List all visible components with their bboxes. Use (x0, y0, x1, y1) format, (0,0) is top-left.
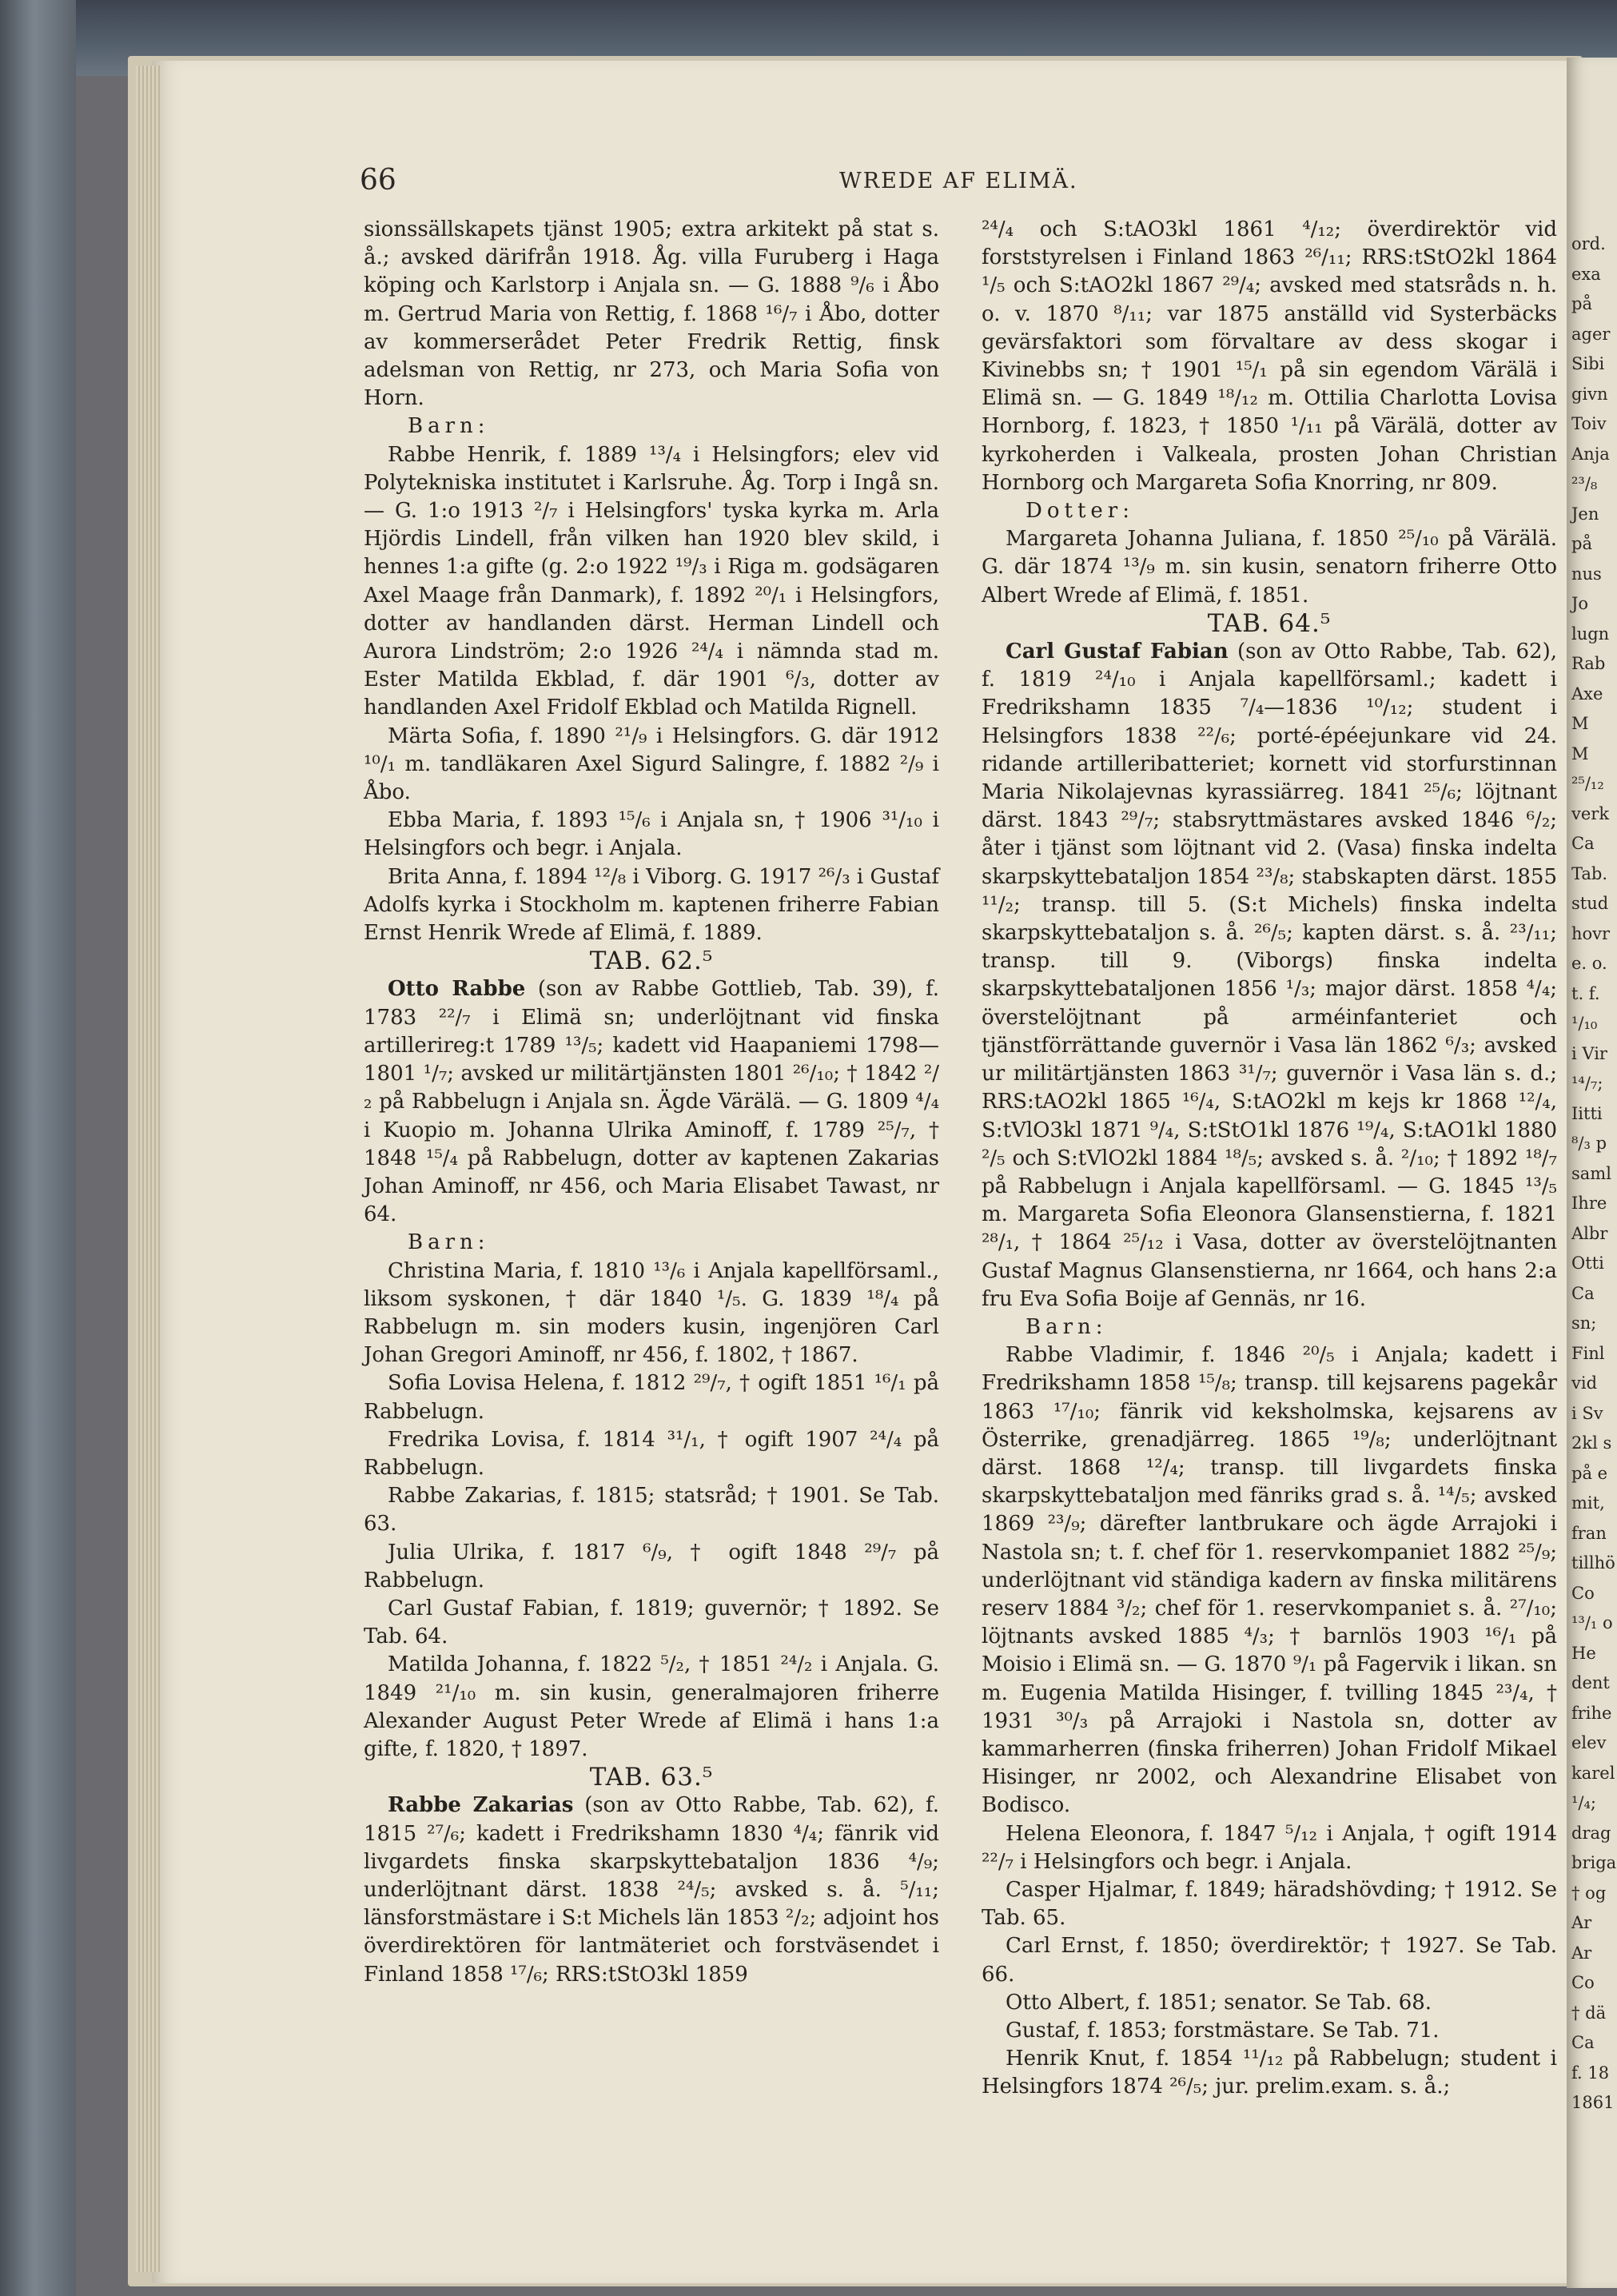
next-page-fragment: Tab. (1571, 863, 1608, 883)
child-entry: Otto Albert, f. 1851; senator. Se Tab. 68. (1006, 1990, 1432, 2015)
entry-text: (son av Rabbe Gottlieb, Tab. 39), f. 1783 ²²/₇ i Elimä sn; underlöjtnant vid finska artillerireg:t 1789 ¹³/₅; kadett vid Haapaniemi 1798—1801 ¹/₇; avsked ur militärtjänsten 1801 ²⁶/₁₀; † 1842 ²/₂ på Rabbelugn i Anjala sn. Ägde Värälä. — G. 1809 ⁴/₄ i Kuopio m. Johanna Ulrika Aminoff, f. 1789 ²⁵/₇, † 1848 ¹⁵/₄ på Rabbelugn, dotter av kaptenen Zakarias Johan Aminoff, nr 456, och Maria Elisabet Tawast, nr 64. (364, 977, 939, 1227)
next-page-fragment: fran (1571, 1523, 1607, 1543)
next-page-fragment: Iitti (1571, 1103, 1603, 1123)
next-page-fragment: på e (1571, 1463, 1608, 1483)
next-page-fragment: f. 18 (1571, 2063, 1610, 2083)
next-page-fragment: Ca (1571, 1283, 1595, 1303)
next-page-fragment: ²³/₈ (1571, 474, 1598, 493)
child-entry: Casper Hjalmar, f. 1849; häradshövding; † 1912. Se Tab. 65. (982, 1877, 1557, 1931)
next-page-fragment: Ar (1571, 1943, 1592, 1963)
next-page-fragment: ¹/₁₀ (1571, 1014, 1598, 1033)
child-entry: Rabbe Vladimir, f. 1846 ²⁰/₅ i Anjala; kadett i Fredrikshamn 1858 ¹⁵/₈; transp. till kejsarens pagekår 1863 ¹⁷/₁₀; fänrik vid keksholmska, kejsarens av Österrike, grenadjärreg. 1865 ¹⁹/₈; underlöjtnant därst. 1868 ¹²/₄; transp. till livgardets finska skarpskyttebataljon med fänriks grad s. å. ¹⁴/₅; avsked 1869 ²³/₉; därefter lantbrukare och ägde Arrajoki i Nastola sn; t. f. chef för 1. reservkompaniet 1882 ²⁵/₉; underlöjtnant vid ständiga kadern av finska militärens reserv 1884 ³/₂; chef för 1. reservkompaniet s. å. ²⁷/₁₀; löjtnants avsked 1885 ⁴/₃; † barnlös 1903 ¹⁶/₁ på Moisio i Elimä sn. — G. 1870 ⁹/₁ på Fagervik i likan. sn m. Eugenia Matilda Hisinger, f. tvilling 1845 ²³/₄, † 1931 ³⁰/₃ på Arrajoki i Nastola sn, dotter av kammarherren (finska friherren) Johan Fridolf Mikael Hisinger, nr 2002, och Alexandrine Elisabet von Bodisco. (982, 1343, 1557, 1818)
next-page-edge (1567, 58, 1617, 2288)
next-page-fragment: Co (1571, 1583, 1595, 1603)
next-page-fragment: Jen (1571, 504, 1599, 524)
page-number: 66 (360, 164, 396, 197)
next-page-fragment: Co (1571, 1973, 1595, 1992)
next-page-fragment: ager (1571, 324, 1611, 344)
child-entry: Rabbe Henrik, f. 1889 ¹³/₄ i Helsingfors; elev vid Polytekniska institutet i Karlsruhe. Åg. Torp i Ingå sn. — G. 1:o 1913 ²/₇ i Helsingfors' tyska kyrka m. Arla Hjördis Lindell, från vilken han 1920 blev skild, i hennes 1:a gifte (g. 2:o 1922 ¹⁹/₃ i Riga m. godsägaren Axel Maage från Danmark), f. 1892 ²⁰/₁ i Helsingfors, dotter av handlanden därst. Herman Lindell och Aurora Lindström; 2:o 1926 ²⁴/₄ i nämnda stad m. Ester Matilda Ekblad, f. där 1901 ⁶/₃, dotter av handlanden Axel Fridolf Ekblad och Matilda Rignell. (364, 442, 939, 720)
next-page-fragment: † dä (1571, 2003, 1607, 2023)
next-page-fragment: i Sv (1571, 1403, 1603, 1423)
entry-text: (son av Otto Rabbe, Tab. 62), f. 1815 ²⁷/₆; kadett i Fredrikshamn 1830 ⁴/₄; fänrik vid livgardets finska skarpskyttebataljon 1836 ⁴/₉; underlöjtnant därst. 1838 ²⁴/₅; avsked s. å. ⁵/₁₁; länsforstmästare i S:t Michels län 1853 ²/₂; adjoint hos överdirektören för lantmäteriet och forstväsendet i Finland 1858 ¹⁷/₆; RRS:tStO3kl 1859 (364, 1793, 939, 1987)
next-page-fragment: He (1571, 1643, 1596, 1663)
next-page-fragment: † og (1571, 1883, 1607, 1903)
next-page-fragment: Anja (1571, 444, 1610, 464)
next-page-fragment: Finl (1571, 1343, 1605, 1363)
next-page-fragment: M (1571, 743, 1589, 763)
next-page-fragment: verk (1571, 803, 1610, 823)
next-page-fragment: frihe (1571, 1703, 1612, 1723)
section-heading-barn: Barn: (408, 414, 490, 439)
page-edges (136, 66, 160, 2272)
paragraph: sionssällskapets tjänst 1905; extra arkitekt på stat s. å.; avsked därifrån 1918. Åg. villa Furuberg i Haga köping och Karlstorp i Anjala sn. — G. 1888 ⁹/₆ i Åbo m. Gertrud Maria von Rettig, f. 1868 ¹⁶/₇ i Åbo, dotter av kommerserådet Peter Fredrik Rettig, finsk adelsman von Rettig, nr 273, och Maria Sofia von Horn. (364, 217, 939, 411)
section-heading-dotter: Dotter: (1026, 499, 1134, 524)
next-page-fragment: hovr (1571, 923, 1611, 943)
next-page-fragment: sn; (1571, 1313, 1597, 1333)
child-entry: Henrik Knut, f. 1854 ¹¹/₁₂ på Rabbelugn; student i Helsingfors 1874 ²⁶/₅; jur. prelim.exam. s. å.; (982, 2047, 1557, 2099)
child-entry: Christina Maria, f. 1810 ¹³/₆ i Anjala kapellförsaml., liksom syskonen, † där 1840 ¹/₅. G. 1839 ¹⁸/₄ på Rabbelugn m. sin moders kusin, ingenjören Carl Johan Gregori Aminoff, nr 456, f. 1802, † 1867. (364, 1258, 939, 1368)
next-page-fragment: givn (1571, 384, 1608, 404)
next-page-fragment: Ca (1571, 834, 1595, 853)
next-page-fragment: ¹³/₁ o (1571, 1613, 1613, 1632)
next-page-fragment: M (1571, 714, 1589, 733)
entry-text: (son av Otto Rabbe, Tab. 62), f. 1819 ²⁴/₁₀ i Anjala kapellförsaml.; kadett i Fredrikshamn 1835 ⁷/₄—1836 ¹⁰/₁₂; student i Helsingfors 1838 ²²/₆; porté-épéejunkare vid 24. ridande artilleribatteriet; kornett vid storfurstinnan Maria Nikolajevnas kyrassiärreg. 1841 ²⁵/₆; löjtnant därst. 1843 ²⁹/₇; stabsryttmästares avsked 1846 ⁶/₂; åter i tjänst som löjtnant vid 2. (Vasa) finska indelta skarpskyttebataljon 1854 ²³/₈; stabskapten därst. 1855 ¹¹/₂; transp. till 5. (S:t Michels) finska indelta skarpskyttebataljon s. å. ²⁶/₅; kapten därst. s. å. ²³/₁₁; transp. till 9. (Viborgs) finska indelta skarpskyttebataljonen 1856 ¹/₃; major därst. 1858 ⁴/₄; överstelöjtnant på arméinfanteriet och tjänstförrättande guvernör i Vasa län 1862 ⁶/₃; avsked ur militärtjänsten 1863 ³¹/₇; guvernör i Vasa län s. d.; RRS:tAO2kl 1865 ¹⁶/₄, S:tAO2kl m kejs kr 1868 ¹²/₄, S:tVlO3kl 1871 ⁹/₄, S:tStO1kl 1876 ¹⁹/₄, S:tAO1kl 1880 ²/₅ och S:tVlO2kl 1884 ¹⁸/₅; avsked s. å. ²/₁₀; † 1892 ¹⁸/₇ på Rabbelugn i Anjala kapellförsaml. — G. 1845 ¹³/₅ m. Margareta Sofia Eleonora Glansenstierna, f. 1821 ²⁸/₁, † 1864 ²⁵/₁₂ i Vasa, dotter av överstelöjtnanten Gustaf Magnus Glansenstierna, nr 1664, och hans 2:a fru Eva Sofia Boije af Gennäs, nr 16. (982, 640, 1557, 1311)
next-page-fragment: saml (1571, 1163, 1611, 1183)
next-page-fragment: karel (1571, 1763, 1615, 1783)
next-page-fragment: nus (1571, 564, 1602, 584)
next-page-fragment: i Vir (1571, 1043, 1607, 1063)
entry-rabbe-zakarias (364, 1792, 939, 1988)
entry-otto-rabbe (364, 975, 939, 1229)
child-entry: Fredrika Lovisa, f. 1814 ³¹/₁, † ogift 1907 ²⁴/₄ på Rabbelugn. (364, 1427, 939, 1480)
next-page-fragment: vid (1571, 1373, 1598, 1393)
next-page-fragment: Sibi (1571, 354, 1605, 373)
entry-name: Carl Gustaf Fabian (1006, 640, 1229, 664)
table-heading-63: TAB. 63.⁵ (589, 1763, 714, 1792)
left-column (364, 216, 939, 1989)
child-entry: Gustaf, f. 1853; forstmästare. Se Tab. 71. (1006, 2019, 1440, 2043)
running-head: WREDE AF ELIMÄ. (839, 169, 1078, 193)
paragraph: ²⁴/₄ och S:tAO3kl 1861 ⁴/₁₂; överdirektör vid forststyrelsen i Finland 1863 ²⁶/₁₁; RRS:tStO2kl 1864 ¹/₅ och S:tAO2kl 1867 ²⁹/₄; avsked med statsråds n. h. o. v. 1870 ⁸/₁₁; var 1875 anställd vid Systerbäcks gevärsfaktori som förvaltare av dess skogar i Kivinebbs sn; † 1901 ¹⁵/₁ på sin egendom Värälä i Elimä sn. — G. 1849 ¹⁸/₁₂ m. Ottilia Charlotta Lovisa Hornborg, f. 1823, † 1850 ¹/₁₁ på Värälä, dotter av kyrkoherden i Valkeala, prosten Johan Christian Hornborg och Margareta Sofia Knorring, nr 809. (982, 217, 1557, 495)
next-page-fragment: e. o. (1571, 954, 1607, 973)
next-page-fragment: briga (1571, 1853, 1617, 1872)
next-page-fragment: ord. (1571, 234, 1606, 253)
child-entry: Julia Ulrika, f. 1817 ⁶/₉, † ogift 1848 ²⁹/₇ på Rabbelugn. (364, 1540, 939, 1592)
child-entry: Carl Gustaf Fabian, f. 1819; guvernör; † 1892. Se Tab. 64. (364, 1596, 939, 1649)
next-page-fragment: Ca (1571, 2033, 1595, 2052)
child-entry: Märta Sofia, f. 1890 ²¹/₉ i Helsingfors. G. där 1912 ¹⁰/₁ m. tandläkaren Axel Sigurd Salingre, f. 1882 ²/₉ i Åbo. (364, 723, 939, 805)
right-column (982, 216, 1557, 2102)
next-page-fragment: Rab (1571, 654, 1606, 673)
book-spine (0, 0, 76, 2296)
section-heading-barn: Barn: (408, 1230, 490, 1255)
table-heading-62: TAB. 62.⁵ (589, 947, 714, 976)
next-page-fragment: exa (1571, 264, 1601, 284)
next-page-fragment: ²⁵/₁₂ (1571, 774, 1604, 793)
next-page-fragment: ¹/₄; (1571, 1793, 1596, 1812)
next-page-fragment: stud (1571, 894, 1609, 913)
next-page-fragment: ¹⁴/₇; (1571, 1074, 1603, 1093)
next-page-fragment: 2kl s (1571, 1433, 1612, 1453)
next-page-fragment: Ihre (1571, 1194, 1607, 1213)
child-entry: Brita Anna, f. 1894 ¹²/₈ i Viborg. G. 1917 ²⁶/₃ i Gustaf Adolfs kyrka i Stockholm m. kaptenen friherre Fabian Ernst Henrik Wrede af Elimä, f. 1889. (364, 864, 939, 946)
next-page-fragment: Jo (1571, 594, 1589, 613)
table-heading-64: TAB. 64.⁵ (1207, 608, 1332, 638)
child-entry: Carl Ernst, f. 1850; överdirektör; † 1927. Se Tab. 66. (982, 1934, 1557, 1987)
next-page-fragment: tillhö (1571, 1553, 1615, 1573)
child-entry: Sofia Lovisa Helena, f. 1812 ²⁹/₇, † ogift 1851 ¹⁶/₁ på Rabbelugn. (364, 1371, 939, 1424)
next-page-fragment: ⁸/₃ p (1571, 1134, 1607, 1153)
entry-name: Rabbe Zakarias (388, 1793, 574, 1818)
child-entry: Margareta Johanna Juliana, f. 1850 ²⁵/₁₀ på Värälä. G. där 1874 ¹³/₉ m. sin kusin, senatorn friherre Otto Albert Wrede af Elimä, f. 1851. (982, 527, 1557, 608)
section-heading-barn: Barn: (1026, 1314, 1108, 1339)
next-page-fragment: Toiv (1571, 414, 1607, 433)
child-entry: Rabbe Zakarias, f. 1815; statsråd; † 1901. Se Tab. 63. (364, 1484, 939, 1537)
next-page-fragment: på (1571, 534, 1592, 553)
next-page-fragment: Otti (1571, 1254, 1604, 1273)
entry-carl-gustaf-fabian (982, 638, 1557, 1313)
page-header (360, 164, 1559, 196)
next-page-fragment: på (1571, 294, 1592, 313)
next-page-fragment: 1861 (1571, 2093, 1615, 2112)
next-page-fragment: mit, (1571, 1493, 1605, 1513)
child-entry: Helena Eleonora, f. 1847 ⁵/₁₂ i Anjala, † ogift 1914 ²²/₇ i Helsingfors och begr. i Anjala. (982, 1821, 1557, 1874)
next-page-fragment: drag (1571, 1823, 1611, 1843)
next-page-fragment: Axe (1571, 684, 1603, 704)
child-entry: Matilda Johanna, f. 1822 ⁵/₂, † 1851 ²⁴/₂ i Anjala. G. 1849 ²¹/₁₀ m. sin kusin, generalmajoren friherre Alexander August Peter Wrede af Elimä i hans 1:a gifte, f. 1820, † 1897. (364, 1652, 939, 1761)
next-page-fragment: elev (1571, 1733, 1607, 1752)
entry-name: Otto Rabbe (388, 977, 526, 1002)
next-page-fragment: Ar (1571, 1913, 1592, 1932)
next-page-fragment: Albr (1571, 1223, 1608, 1243)
next-page-fragment: dent (1571, 1673, 1610, 1692)
child-entry: Ebba Maria, f. 1893 ¹⁵/₆ i Anjala sn, † 1906 ³¹/₁₀ i Helsingfors och begr. i Anjala. (364, 808, 939, 861)
next-page-fragment: t. f. (1571, 983, 1600, 1003)
next-page-fragment: lugn (1571, 624, 1610, 644)
